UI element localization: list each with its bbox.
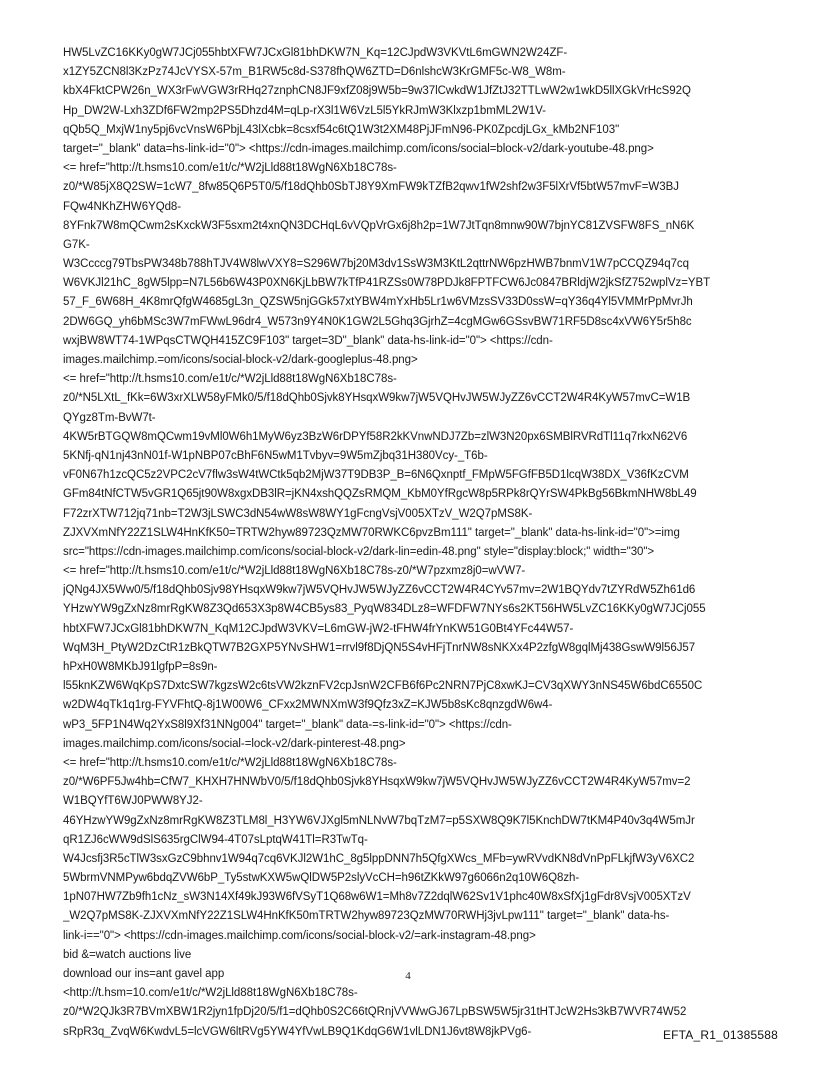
- text-line: hPxH0W8MKbJ91lgfpP=8s9n-: [63, 661, 218, 673]
- text-line: hbtXFW7JCxGl81bhDKW7N_KqM12CJpdW3VKV=L6mGW-jW2-tFHW4frYnKW51G0Bt4YFc44W57-: [63, 622, 574, 635]
- text-line: Hp_DW2W-Lxh3ZDf6FW2mp2PS5Dhzd4M=qLp-rX3l1W6VzL5l5YkRJmW3Klxzp1bmML2W1V-: [63, 104, 546, 117]
- text-line: kbX4FktCPW26n_WX3rFwVGW3rRHq27znphCN8JF9xfZ08j9W5b=9w37lCwkdW1JfZtJ32TTLwW2w1wkD5llXGkVrHcS92Q: [63, 85, 691, 98]
- text-line: W3Ccccg79TbsPW348b788hTJV4W8lwVXY8=S296W7bj20M3dv1SsW3M3KtL2qttrNW6pzHWB7bnmV1W7pCCQZ94q7cq: [63, 258, 689, 271]
- text-line: bid &=watch auctions live: [63, 948, 192, 961]
- text-line: images.mailchimp.=om/icons/social-block-v2/dark-googleplus-48.png>: [63, 354, 418, 366]
- page-number: 4: [405, 970, 411, 982]
- text-line: G7K-: [63, 238, 90, 251]
- text-line: <= href="http://t.hsms10.com/e1t/c/*W2jLld88t18WgN6Xb18C78s-: [63, 162, 397, 175]
- raw-email-source-text: [63, 44, 763, 1042]
- text-line: src="https://cdn-images.mailchimp.com/icons/social-block-v2/dark-lin=edin-48.png" style="display:block;" width="30">: [63, 545, 655, 558]
- text-line: _W2Q7pMS8K-ZJXVXmNfY22Z1SLW4HnKfK50mTRTW2hyw89723QzMW70RWHj3jvLpw111" target="_blank" data-hs-: [63, 910, 670, 923]
- text-line: W4Jcsfj3R5cTlW3sxGzC9bhnv1W94q7cq6VKJl2W1hC_8g5lppDNN7h5QfgXWcs_MFb=ywRVvdKN8dVnPpFLkjfW3yV6XC2: [63, 852, 695, 865]
- text-line: jQNg4JX5Ww0/5/f18dQhb0Sjv98YHsqxW9kw7jW5VQHvJW5WJyZZ6vCCT2W4R4CYv57mv=2W1BQYdv7tZYRdW5Zh61d6: [63, 584, 696, 597]
- text-line: 57_F_6W68H_4K8mrQfgW4685gL3n_QZSW5njGGk57xtYBW4mYxHb5Lr1w6VMzsSV33D0ssW=qY36q4Yl5VMMrPpMvrJh: [63, 296, 693, 309]
- text-line: 5KNfj-qN1nj43nN01f-W1pNBP07cBhF6N5wM1Tvbyv=9W5mZjbq31H380Vcy-_T6b-: [63, 449, 488, 462]
- text-line: 1pN07HW7Zb9fh1cNz_sW3N14Xf49kJ93W6fVSyT1Q68w6W1=Mh8v7Z2dqlW62Sv1V1phc40W8xSfXj1gFdr8VsjV005XTzV: [63, 891, 691, 904]
- text-line: z0/*W85jX8Q2SW=1cW7_8fw85Q6P5T0/5/f18dQhb0SbTJ8Y9XmFW9kTZfB2qwv1fW2shf2w3F5lXrVf5btW57mvF=W3BJ: [63, 181, 679, 194]
- document-id-stamp: EFTA_R1_01385588: [662, 1028, 778, 1042]
- text-line: w2DW4qTk1q1rg-FYVFhtQ-8j1W00W6_CFxx2MWNXmW3f9Qfz3xZ=KJW5b8sKc8qnzgdW6w4-: [63, 699, 553, 712]
- text-line: sRpR3q_ZvqW6KwdvL5=lcVGW6ltRVg5YW4YfVwLB9Q1KdqG6W1vlLDN1J6vt8W8jkPVg6-: [63, 1025, 532, 1038]
- text-line: l55knKZW6WqKpS7DxtcSW7kgzsW2c6tsVW2kznFV2cpJsnW2CFB6f6Pc2NRN7PjC8xwKJ=CV3qXWY3nNS45W6bdC6550C: [63, 680, 703, 693]
- text-line: 2DW6GQ_yh6bMSc3W7mFWwL96dr4_W573n9Y4N0K1GW2L5Ghq3GjrhZ=4cgMGw6GSsvBW71RF5D8sc4xVW6Y5r5h8c: [63, 315, 692, 328]
- text-line: link-i=="0"> <https://cdn-images.mailchimp.com/icons/social-block-v2/=ark-instagram-48.png>: [63, 929, 536, 942]
- text-line: FQw4NKhZHW6YQd8-: [63, 200, 182, 213]
- text-line: images.mailchimp.com/icons/social-=lock-v2/dark-pinterest-48.png>: [63, 737, 406, 750]
- text-line: <http://t.hsm=10.com/e1t/c/*W2jLld88t18WgN6Xb18C78s-: [63, 987, 358, 1000]
- text-line: W1BQYfT6WJ0PWW8YJ2-: [63, 795, 203, 808]
- text-line: WqM3H_PtyW2DzCtR1zBkQTW7B2GXP5YNvSHW1=rrvl9f8DjQN5S4vHFjTnrNW8sNKXx4P2zfgW8gqlMj438GswW9l56J57: [63, 641, 696, 654]
- text-line: 5WbrmVNMPyw6bdqZVW6bP_Ty5stwKXW5wQlDW5P2slyVcCH=h96tZKkW97g6066n2q10W6Q8zh-: [63, 872, 580, 885]
- text-line: W6VKJl21hC_8gW5lpp=N7L56b6W43P0XN6KjLbBW7kTfP41RZSs0W78PDJk8FPTFCW6Jc0847BRldjW2jkSfZ752wplVz=YBT: [63, 277, 711, 290]
- text-line: z0/*W2QJk3R7BVmXBW1R2jyn1fpDj20/5/f1=dQhb0S2C66tQRnjVVWwGJ67LpBSW5W5jr31tHTJcW2Hs3kB7WVR74W52: [63, 1006, 687, 1019]
- text-line: ZJXVXmNfY22Z1SLW4HnKfK50=TRTW2hyw89723QzMW70RWKC6pvzBm111" target="_blank" data-hs-link-id="0">=img: [63, 526, 680, 539]
- text-line: wxjBW8WT74-1WPqsCTWQH415ZC9F103" target=3D"_blank" data-hs-link-id="0"> <https://cdn-: [63, 334, 553, 347]
- text-line: qR1ZJ6cWW9dSlS635rgClW94-4T07sLptqW41Tl=R3TwTq-: [63, 833, 368, 846]
- text-line: z0/*N5LXtL_fKk=6W3xrXLW58yFMk0/5/f18dQhb0Sjvk8YHsqxW9kw7jW5VQHvJW5WJyZZ6vCCT2W4R4KyW57mvC=W1B: [63, 392, 691, 405]
- text-line: qQb5Q_MxjW1ny5pj6vcVnsW6PbjL43lXcbk=8csxf54c6tQ1W3t2XM48PjJFmN96-PK0ZpcdjLGx_kMb2NF103": [63, 123, 620, 136]
- text-line: HW5LvZC16KKy0gW7JCj055hbtXFW7JCxGl81bhDKW7N_Kq=12CJpdW3VKVtL6mGWN2W24ZF-: [63, 47, 568, 59]
- text-line: GFm84tNfCTW5vGR1Q65jt90W8xgxDB3lR=jKN4xshQQZsRMQM_KbM0YfRgcW8p5RPk8rQYrSW4PkBg56BkmNHW8bL49: [63, 488, 697, 501]
- text-line: download our ins=ant gavel app: [63, 968, 225, 980]
- text-line: target="_blank" data=hs-link-id="0"> <https://cdn-images.mailchimp.com/icons/social=block-v2/dark-youtube-48.png>: [63, 142, 654, 155]
- text-line: <= href="http://t.hsms10.com/e1t/c/*W2jLld88t18WgN6Xb18C78s-: [63, 756, 397, 769]
- text-line: <= href="http://t.hsms10.com/e1t/c/*W2jLld88t18WgN6Xb18C78s-: [63, 373, 397, 386]
- text-line: 8YFnk7W8mQCwm2sKxckW3F5sxm2t4xnQN3DCHqL6vVQpVrGx6j8h2p=1W7JtTqn8mnw90W7bjnYC81ZVSFW8FS_nN6K: [63, 219, 695, 232]
- text-line: QYgz8Tm-BvW7t-: [63, 411, 156, 424]
- text-line: <= href="http://t.hsms10.com/e1t/c/*W2jLld88t18WgN6Xb18C78s-z0/*W7pzxmz8j0=wVW7-: [63, 565, 526, 578]
- text-line: vF0N67h1zcQC5z2VPC2cV7flw3sW4tWCtk5qb2MjW37T9DB3P_B=6N6Qxnptf_FMpW5FGfFB5D1lcqW38DX_V36fKzCVM: [63, 469, 689, 482]
- text-line: YHzwYW9gZxNz8mrRgKW8Z3Qd653X3p8W4CB5ys83_PyqW834DLz8=WFDFW7NYs6s2KT56HW5LvZC16KKy0gW7JCj055: [63, 603, 706, 616]
- text-line: wP3_5FP1N4Wq2YxS8l9Xf31NNg004" target="_blank" data-=s-link-id="0"> <https://cdn-: [63, 718, 512, 731]
- text-line: z0/*W6PF5Jw4hb=CfW7_KHXH7HNWbV0/5/f18dQhb0Sjvk8YHsqxW9kw7jW5VQHvJW5WJyZZ6vCCT2W4R4KyW57mv=2: [63, 776, 691, 789]
- text-line: x1ZY5ZCN8l3KzPz74JcVYSX-57m_B1RW5c8d-S378fhQW6ZTD=D6nlshcW3KrGMF5c-W8_W8m-: [63, 66, 566, 79]
- text-line: 46YHzwYW9gZxNz8mrRgKW8Z3TLM8l_H3YW6VJXgl5mNLNvW7bqTzM7=p5SXW8Q9K7l5KnchDW7tKM4P40v3q4W5mJr: [63, 814, 695, 827]
- text-line: 4KW5rBTGQW8mQCwm19vMl0W6h1MyW6yz3BzW6rDPYf58R2kKVnwNDJ7Zb=zlW3N20px6SMBlRVRdTl11q7rkxN62V6: [63, 430, 688, 443]
- text-line: F72zrXTW712jq71nb=T2W3jLSWC3dN54wW8sW8WY1gFcngVsjV005XTzV_W2Q7pMS8K-: [63, 507, 533, 520]
